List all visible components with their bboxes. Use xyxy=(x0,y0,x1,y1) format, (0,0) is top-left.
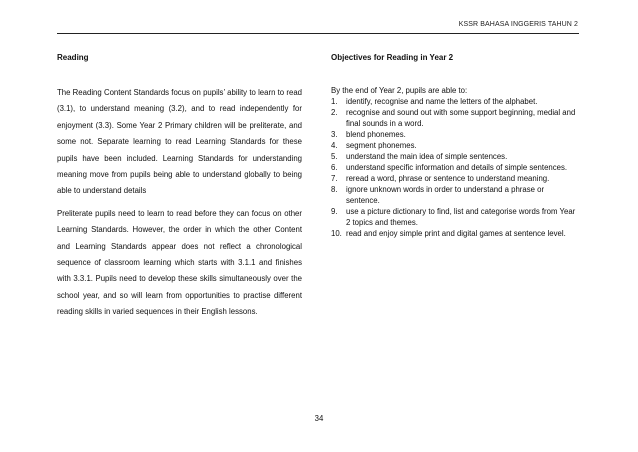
objective-number: 4. xyxy=(331,141,338,150)
objective-item xyxy=(331,184,579,206)
objective-text: read and enjoy simple print and digital games at sentence level. xyxy=(346,229,566,238)
objective-item xyxy=(331,173,579,184)
objectives-list xyxy=(331,96,579,239)
objective-number: 7. xyxy=(331,174,338,183)
objective-item xyxy=(331,129,579,140)
objective-number: 10. xyxy=(331,229,342,238)
objective-number: 1. xyxy=(331,97,338,106)
objective-text: segment phonemes. xyxy=(346,141,417,150)
reading-heading: Reading xyxy=(57,53,89,62)
reading-paragraph-2: Preliterate pupils need to learn to read before they can focus on other Learning Standards. However, the order in which the other Content and Learning Standards appear does not reflect a chronological sequence of classroom learning which starts with 3.1.1 and finishes with 3.3.1. Pupils need to develop these skills simultaneously over the school year, and so will learn from opportunities to practise different reading skills in varied sequences in their English lessons. xyxy=(57,208,302,317)
objective-number: 5. xyxy=(331,152,338,161)
objective-text: identify, recognise and name the letters of the alphabet. xyxy=(346,97,538,106)
objective-number: 6. xyxy=(331,163,338,172)
objective-text: use a picture dictionary to find, list and categorise words from Year 2 topics and themes. xyxy=(346,207,576,227)
objective-text: reread a word, phrase or sentence to understand meaning. xyxy=(346,174,550,183)
objective-item xyxy=(331,162,579,173)
objective-item xyxy=(331,140,579,151)
left-column xyxy=(57,53,302,321)
objective-item xyxy=(331,206,579,228)
objective-text: understand specific information and details of simple sentences. xyxy=(346,163,568,172)
objective-text: recognise and sound out with some support beginning, medial and final sounds in a word. xyxy=(346,108,576,128)
objective-item xyxy=(331,151,579,162)
right-column xyxy=(331,53,579,239)
objective-item xyxy=(331,228,579,239)
objective-text: understand the main idea of simple sentences. xyxy=(346,152,508,161)
objective-text: ignore unknown words in order to understand a phrase or sentence. xyxy=(346,185,545,205)
objective-item xyxy=(331,96,579,107)
objectives-heading: Objectives for Reading in Year 2 xyxy=(331,53,454,62)
objectives-intro: By the end of Year 2, pupils are able to: xyxy=(331,86,468,95)
objective-item xyxy=(331,107,579,129)
running-header: KSSR BAHASA INGGERIS TAHUN 2 xyxy=(458,21,578,28)
objective-number: 8. xyxy=(331,185,338,194)
objective-number: 3. xyxy=(331,130,338,139)
objective-number: 9. xyxy=(331,207,338,216)
reading-paragraph-1: The Reading Content Standards focus on pupils’ ability to learn to read (3.1), to understand meaning (3.2), and to read independently for enjoyment (3.3). Some Year 2 Primary children will be preliterate, and some not. Separate learning to read Learning Standards for these pupils have been included. Learning Standards for understanding meaning move from pupils being able to understand globally to being able to understand details xyxy=(57,88,302,196)
page-number: 34 xyxy=(314,414,324,423)
objective-number: 2. xyxy=(331,108,338,117)
objective-text: blend phonemes. xyxy=(346,130,406,139)
header-divider xyxy=(57,33,579,34)
